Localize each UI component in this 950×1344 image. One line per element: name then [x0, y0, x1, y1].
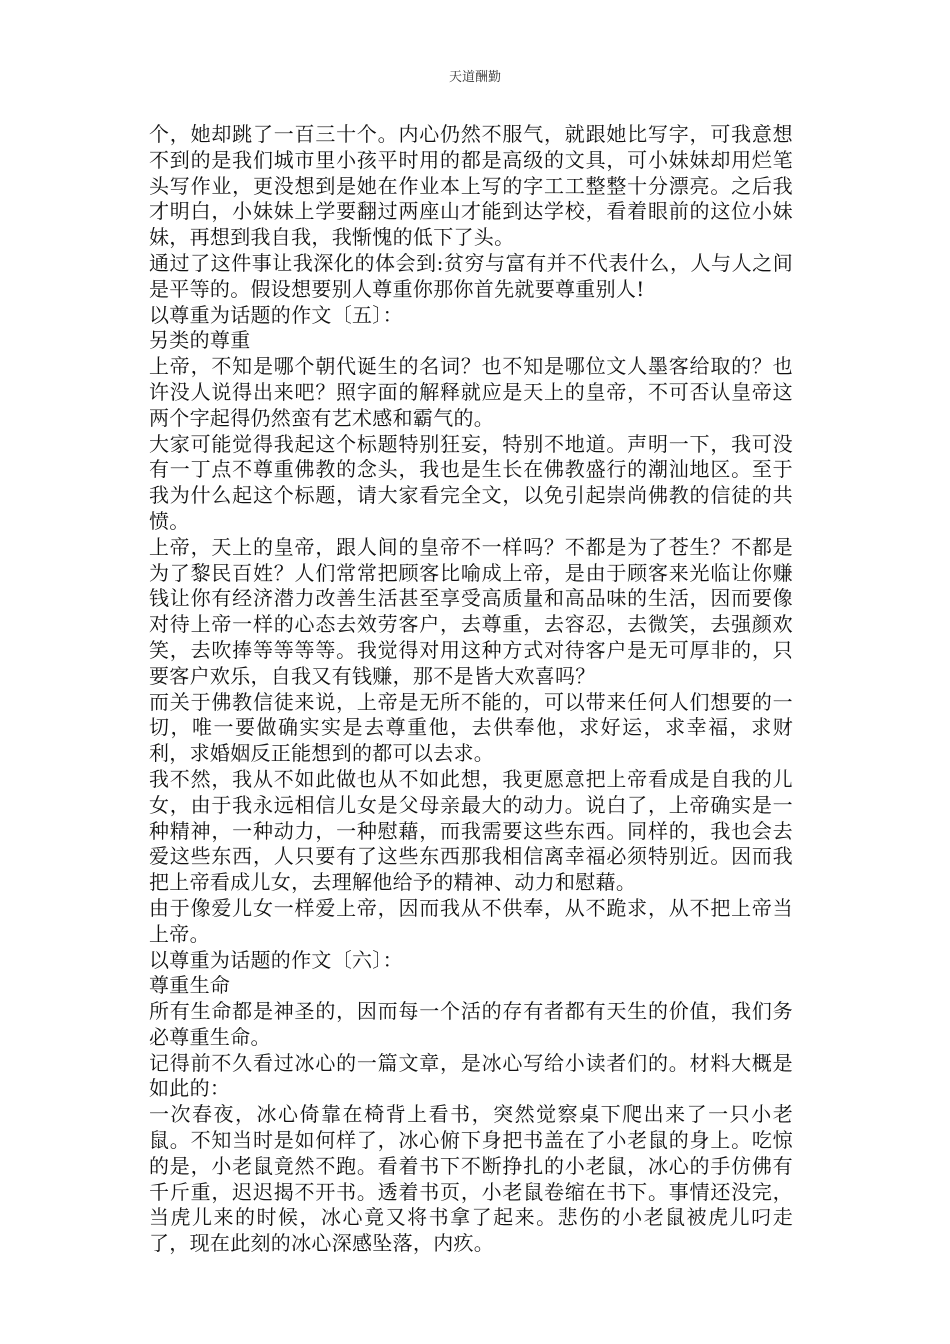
section-heading: 以尊重为话题的作文〔五〕： — [149, 302, 403, 327]
paragraph: 由于像爱儿女一样爱上帝，因而我从不供奉，从不跪求，从不把上帝当上帝。 — [149, 895, 793, 946]
document-body — [149, 122, 793, 1257]
paragraph: 我不然，我从不如此做也从不如此想，我更愿意把上帝看成是自我的儿女，由于我永远相信儿女是父母亲最大的动力。说白了，上帝确实是一种精神，一种动力，一种慰藉，而我需要这些东西。同样的，我也会去爱这些东西，人只要有了这些东西那我相信离幸福必须特别近。因而我把上帝看成儿女，去理解他给予的精神、动力和慰藉。 — [149, 766, 793, 895]
paragraph: 上帝，天上的皇帝，跟人间的皇帝不一样吗？不都是为了苍生？不都是为了黎民百姓？人们常常把顾客比喻成上帝，是由于顾客来光临让你赚钱让你有经济潜力改善生活甚至享受高质量和高品味的生活，因而要像对待上帝一样的心态去效劳客户，去尊重，去容忍，去微笑，去强颜欢笑，去吹捧等等等等。我觉得对用这种方式对待客户是无可厚非的，只要客户欢乐，自我又有钱赚，那不是皆大欢喜吗？ — [149, 534, 793, 688]
paragraph: 一次春夜，冰心倚靠在椅背上看书，突然觉察桌下爬出来了一只小老鼠。不知当时是如何样了，冰心俯下身把书盖在了小老鼠的身上。吃惊的是，小老鼠竟然不跑。看着书下不断挣扎的小老鼠，冰心的手仿佛有千斤重，迟迟揭不开书。透着书页，小老鼠卷缩在书下。事情还没完，当虎儿来的时候，冰心竟又将书拿了起来。悲伤的小老鼠被虎儿叼走了，现在此刻的冰心深感坠落，内疚。 — [149, 1102, 793, 1256]
paragraph: 记得前不久看过冰心的一篇文章，是冰心写给小读者们的。材料大概是如此的： — [149, 1050, 793, 1101]
paragraph: 大家可能觉得我起这个标题特别狂妄，特别不地道。声明一下，我可没有一丁点不尊重佛教的念头，我也是生长在佛教盛行的潮汕地区。至于我为什么起这个标题，请大家看完全文，以免引起崇尚佛教的信徒的共愤。 — [149, 431, 793, 533]
paragraph: 个，她却跳了一百三十个。内心仍然不服气，就跟她比写字，可我意想不到的是我们城市里小孩平时用的都是高级的文具，可小妹妹却用烂笔头写作业，更没想到是她在作业本上写的字工工整整十分漂亮。之后我才明白，小妹妹上学要翻过两座山才能到达学校，看着眼前的这位小妹妹，再想到我自我，我惭愧的低下了头。 — [149, 122, 793, 250]
article-title: 尊重生命 — [149, 973, 231, 998]
article-title: 另类的尊重 — [149, 328, 251, 353]
section-heading: 以尊重为话题的作文〔六〕： — [149, 947, 403, 972]
paragraph: 通过了这件事让我深化的体会到:贫穷与富有并不代表什么，人与人之间是平等的。假设想要别人尊重你那你首先就要尊重别人! — [149, 250, 793, 301]
paragraph: 上帝，不知是哪个朝代诞生的名词？也不知是哪位文人墨客给取的？也许没人说得出来吧？照字面的解释就应是天上的皇帝，不可否认皇帝这两个字起得仍然蛮有艺术感和霸气的。 — [149, 354, 793, 430]
page-header: 天道酬勤 — [448, 70, 501, 85]
paragraph: 而关于佛教信徒来说，上帝是无所不能的，可以带来任何人们想要的一切，唯一要做确实实是去尊重他，去供奉他，求好运，求幸福，求财利，求婚姻反正能想到的都可以去求。 — [149, 689, 793, 766]
paragraph: 所有生命都是神圣的，因而每一个活的存有者都有天生的价值，我们务必尊重生命。 — [149, 999, 793, 1049]
